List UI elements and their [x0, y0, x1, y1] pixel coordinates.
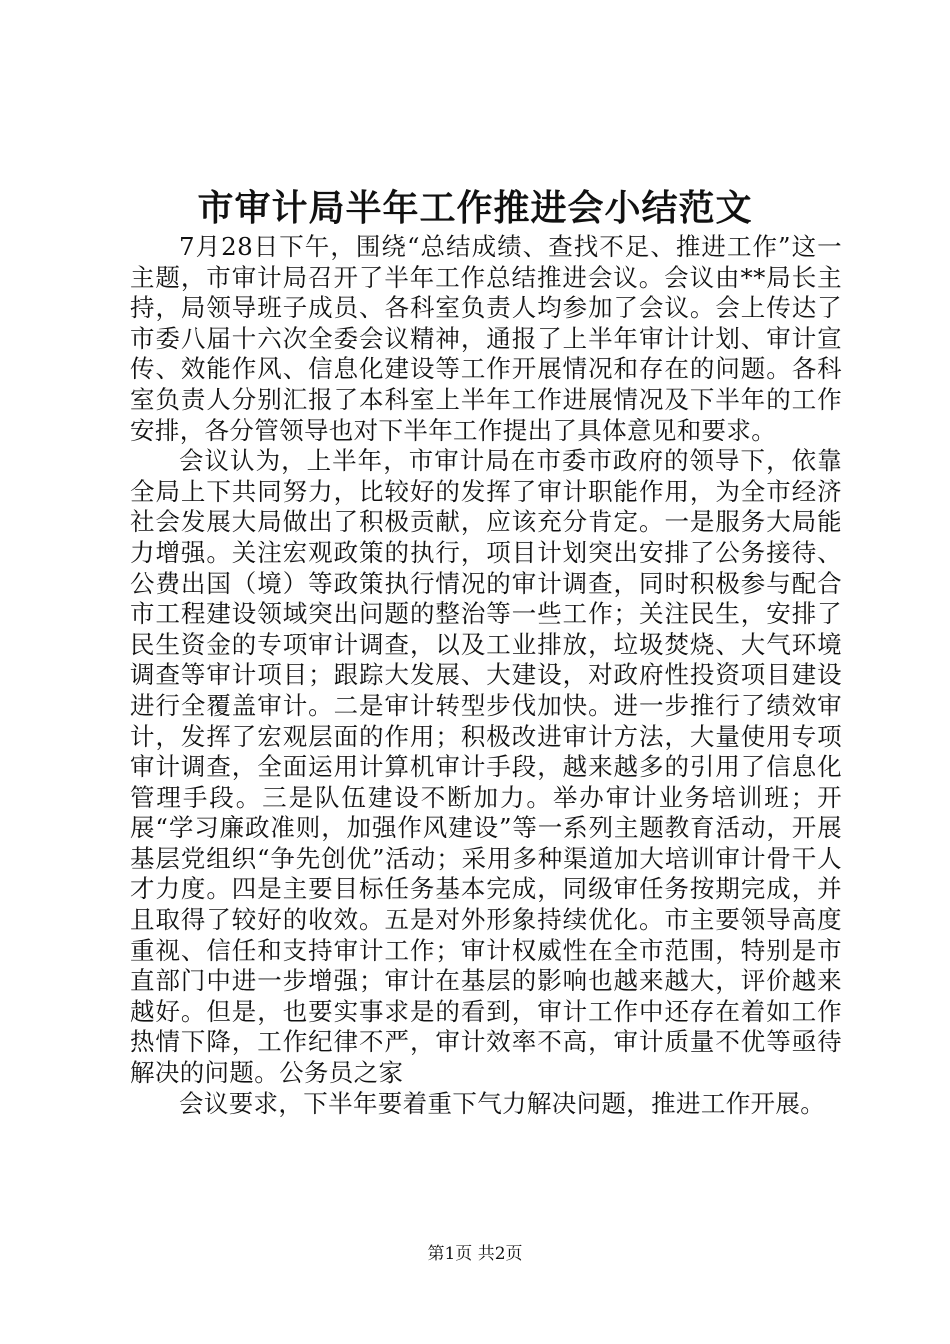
paragraph-1: 7月28日下午，围绕“总结成绩、查找不足、推进工作”这一主题，市审计局召开了半年工作总结推进会议。会议由**局长主持，局领导班子成员、各科室负责人均参加了会议。会上传达了市委八届十六次全委会议精神，通报了上半年审计计划、审计宣传、效能作风、信息化建设等工作开展情况和存在的问题。各科室负责人分别汇报了本科室上半年工作进展情况及下半年的工作安排，各分管领导也对下半年工作提出了具体意见和要求。	[130, 232, 842, 445]
document-body	[130, 232, 842, 1119]
paragraph-3: 会议要求，下半年要着重下气力解决问题，推进工作开展。	[179, 1088, 826, 1118]
paragraph-2: 会议认为，上半年，市审计局在市委市政府的领导下，依靠全局上下共同努力，比较好的发挥了审计职能作用，为全市经济社会发展大局做出了积极贡献，应该充分肯定。一是服务大局能力增强。关注宏观政策的执行，项目计划突出安排了公务接待、公费出国（境）等政策执行情况的审计调查，同时积极参与配合市工程建设领域突出问题的整治等一些工作；关注民生，安排了民生资金的专项审计调查，以及工业排放，垃圾焚烧、大气环境调查等审计项目；跟踪大发展、大建设，对政府性投资项目建设进行全覆盖审计。二是审计转型步伐加快。进一步推行了绩效审计，发挥了宏观层面的作用；积极改进审计方法，大量使用专项审计调查，全面运用计算机审计手段，越来越多的引用了信息化管理手段。三是队伍建设不断加力。举办审计业务培训班；开展“学习廉政准则，加强作风建设”等一系列主题教育活动，开展基层党组织“争先创优”活动；采用多种渠道加大培训审计骨干人才力度。四是主要目标任务基本完成，同级审任务按期完成，并且取得了较好的收效。五是对外形象持续优化。市主要领导高度重视、信任和支持审计工作；审计权威性在全市范围，特别是市直部门中进一步增强；审计在基层的影响也越来越大，评价越来越好。但是，也要实事求是的看到，审计工作中还存在着如工作热情下降，工作纪律不严，审计效率不高，审计质量不优等亟待解决的问题。公务员之家	[130, 446, 842, 1088]
document-title: 市审计局半年工作推进会小结范文	[197, 187, 753, 229]
page-footer: 第1页 共2页	[427, 1244, 523, 1264]
